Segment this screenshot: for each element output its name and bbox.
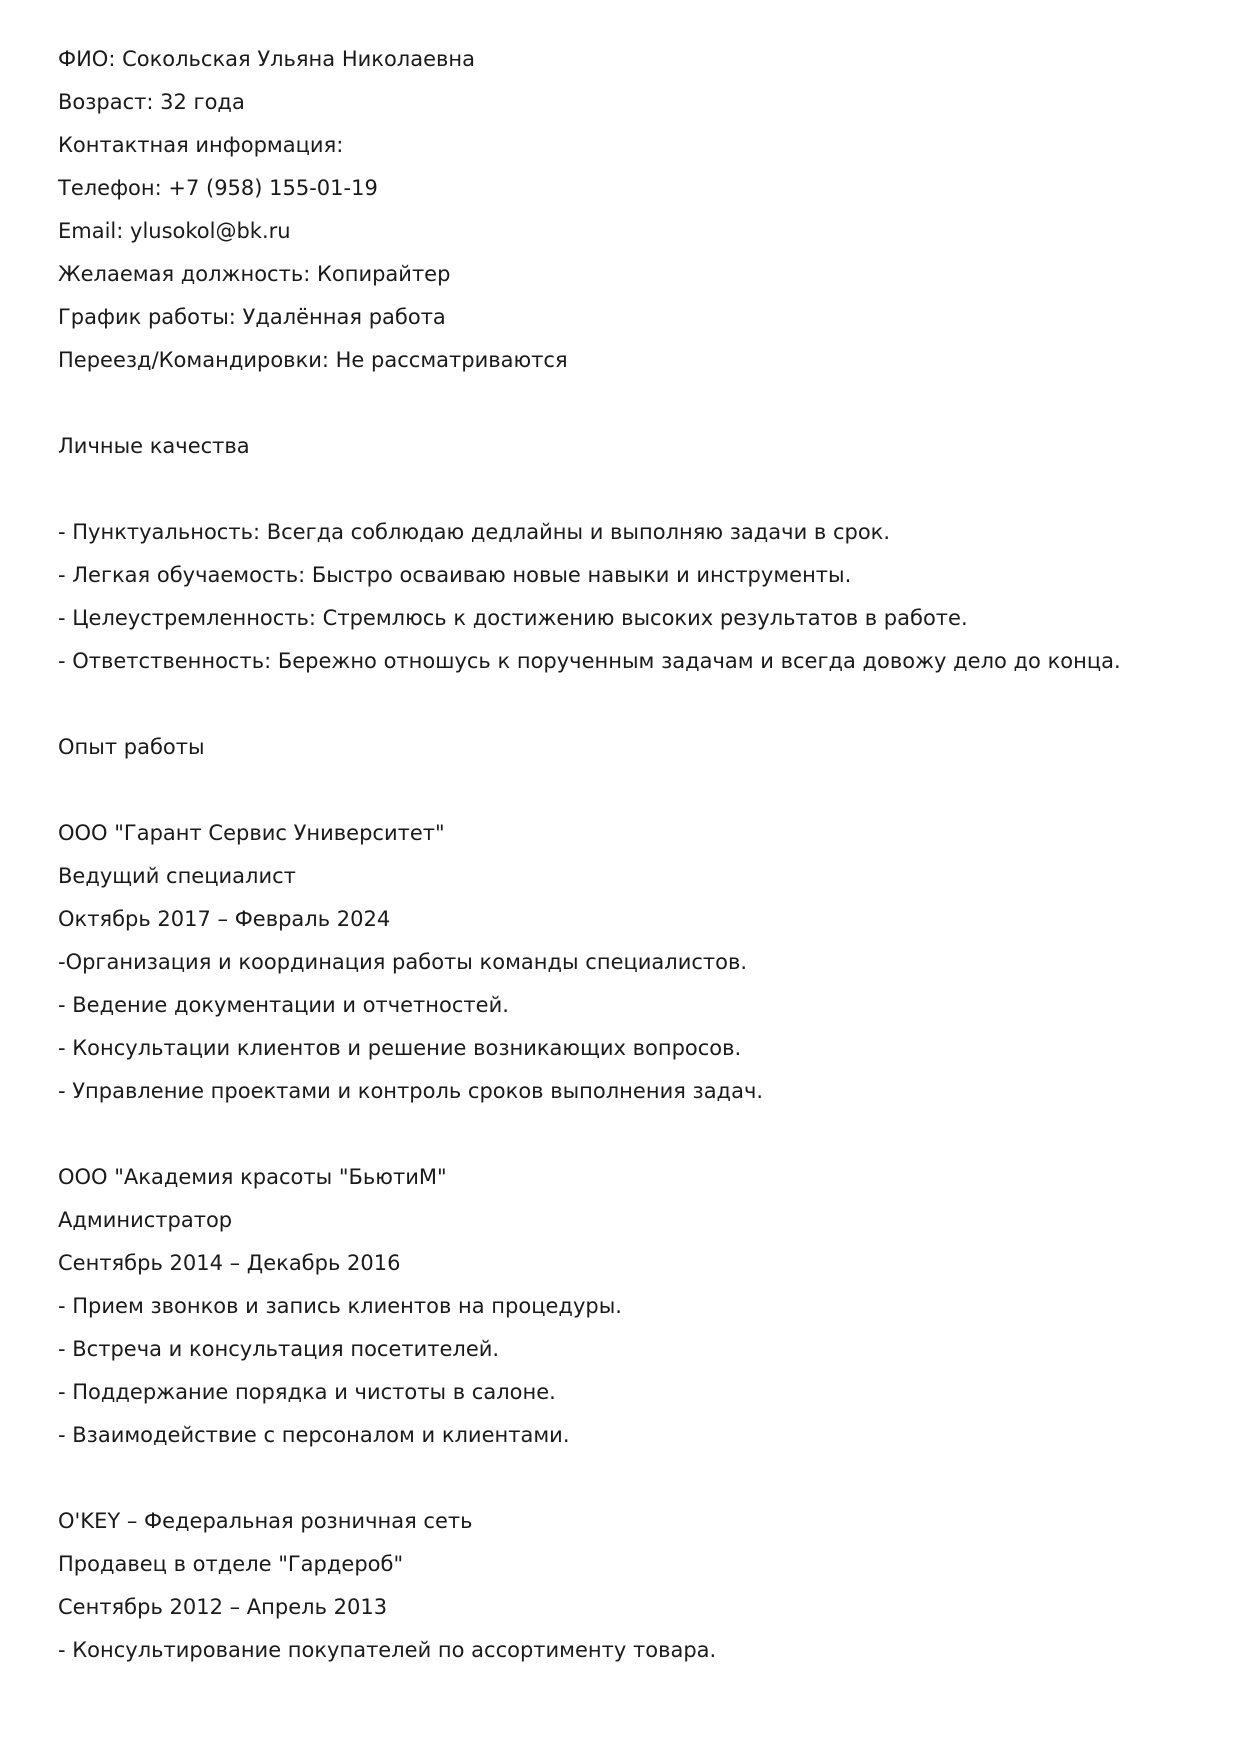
age-line: Возраст: 32 года <box>58 90 245 114</box>
spacer <box>58 1465 1188 1508</box>
job-company: ООО "Академия красоты "БьютиМ" <box>58 1165 447 1189</box>
job-role: Администратор <box>58 1208 233 1232</box>
spacer <box>58 691 1188 734</box>
job-duty: - Прием звонков и запись клиентов на процедуры. <box>58 1294 622 1318</box>
spacer <box>58 1121 1188 1164</box>
contacts-heading: Контактная информация: <box>58 133 344 157</box>
quality-item: - Легкая обучаемость: Быстро осваиваю новые навыки и инструменты. <box>58 563 852 587</box>
email-line: Email: ylusokol@bk.ru <box>58 219 291 243</box>
job-company: O'KEY – Федеральная розничная сеть <box>58 1509 473 1533</box>
job-duty: - Ведение документации и отчетностей. <box>58 993 509 1017</box>
qualities-heading: Личные качества <box>58 434 250 458</box>
job-duty: - Управление проектами и контроль сроков выполнения задач. <box>58 1079 764 1103</box>
quality-item: - Целеустремленность: Стремлюсь к достижению высоких результатов в работе. <box>58 606 968 630</box>
phone-line: Телефон: +7 (958) 155-01-19 <box>58 176 378 200</box>
job-duty: - Консультации клиентов и решение возникающих вопросов. <box>58 1036 742 1060</box>
job-period: Октябрь 2017 – Февраль 2024 <box>58 907 391 931</box>
job-duty: -Организация и координация работы команды специалистов. <box>58 950 748 974</box>
desired-position-line: Желаемая должность: Копирайтер <box>58 262 451 286</box>
job-role: Ведущий специалист <box>58 864 296 888</box>
spacer <box>58 390 1188 433</box>
relocation-line: Переезд/Командировки: Не рассматриваются <box>58 348 568 372</box>
quality-item: - Пунктуальность: Всегда соблюдаю дедлайны и выполняю задачи в срок. <box>58 520 891 544</box>
schedule-line: График работы: Удалённая работа <box>58 305 446 329</box>
job-duty: - Взаимодействие с персоналом и клиентами. <box>58 1423 570 1447</box>
job-period: Сентябрь 2012 – Апрель 2013 <box>58 1595 388 1619</box>
job-role: Продавец в отделе "Гардероб" <box>58 1552 404 1576</box>
spacer <box>58 777 1188 820</box>
quality-item: - Ответственность: Бережно отношусь к порученным задачам и всегда довожу дело до конца. <box>58 649 1121 673</box>
job-duty: - Встреча и консультация посетителей. <box>58 1337 500 1361</box>
job-company: ООО "Гарант Сервис Университет" <box>58 821 445 845</box>
resume-document <box>58 46 1188 1680</box>
fio-line: ФИО: Сокольская Ульяна Николаевна <box>58 47 475 71</box>
job-period: Сентябрь 2014 – Декабрь 2016 <box>58 1251 401 1275</box>
job-duty: - Консультирование покупателей по ассортименту товара. <box>58 1638 717 1662</box>
job-duty: - Поддержание порядка и чистоты в салоне. <box>58 1380 556 1404</box>
experience-heading: Опыт работы <box>58 735 205 759</box>
spacer <box>58 476 1188 519</box>
